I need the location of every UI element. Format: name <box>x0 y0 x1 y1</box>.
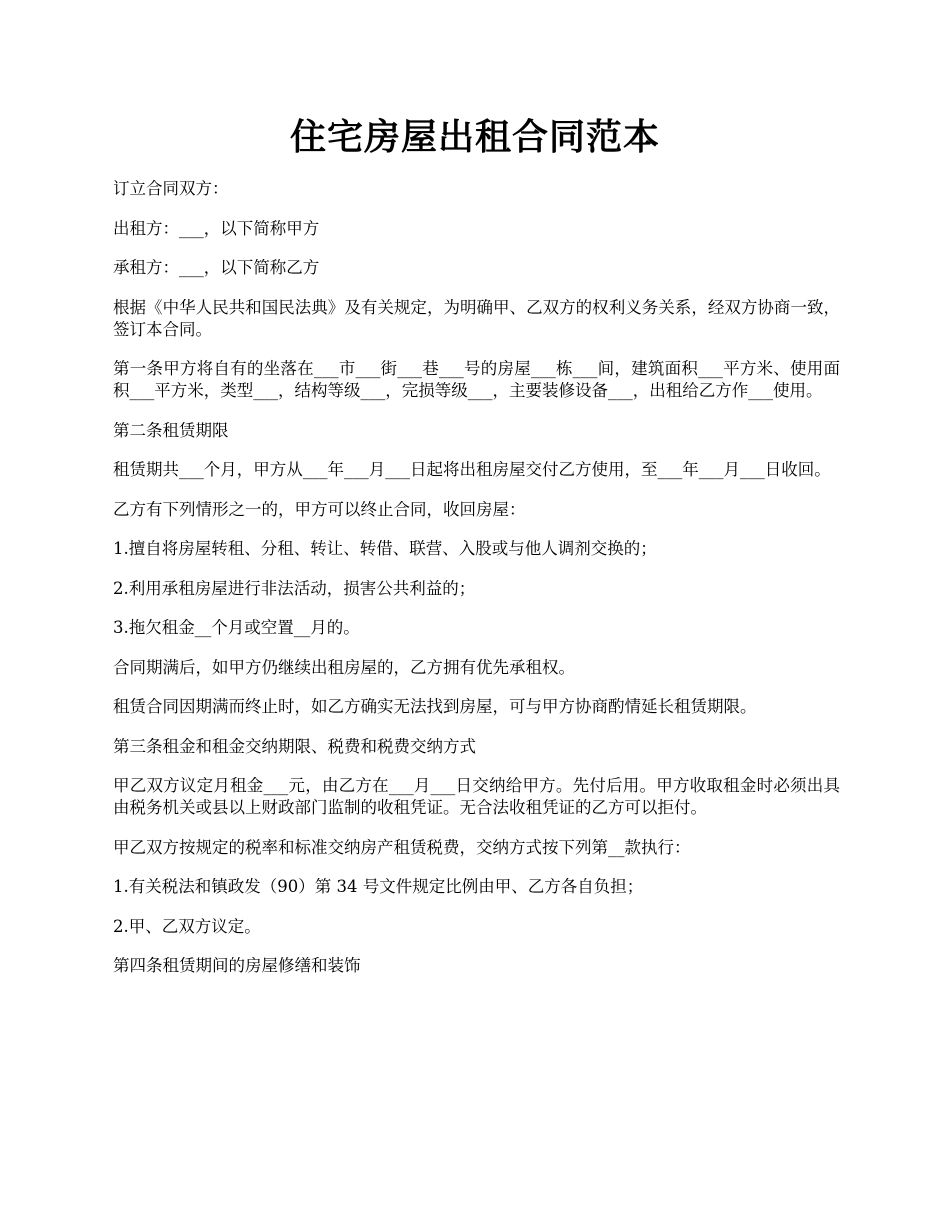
heading-article-2: 第二条租赁期限 <box>113 420 229 440</box>
heading-article-4: 第四条租赁期间的房屋修缮和装饰 <box>113 956 361 975</box>
document-body <box>113 178 840 995</box>
paragraph-rent: 甲乙双方议定月租金___元，由乙方在___月___日交纳给甲方。先付后用。甲方收取租金时必须出具由税务机关或县以上财政部门监制的收租凭证。无合法收租凭证的乙方可以拒付。 <box>113 776 840 817</box>
list-item-tax-1: 1.有关税法和镇政发（90）第 34 号文件规定比例由甲、乙方各自负担； <box>113 877 644 896</box>
paragraph-parties-intro: 订立合同双方： <box>113 179 229 198</box>
paragraph-legal-basis: 根据《中华人民共和国民法典》及有关规定，为明确甲、乙双方的权利义务关系，经双方协商一致，签订本合同。 <box>113 297 840 339</box>
paragraph-lessee: 承租方：___，以下简称乙方 <box>113 258 320 277</box>
paragraph-termination-intro: 乙方有下列情形之一的，甲方可以终止合同，收回房屋： <box>113 499 526 519</box>
heading-article-3: 第三条租金和租金交纳期限、税费和税费交纳方式 <box>113 736 476 756</box>
paragraph-lease-term: 租赁期共___个月，甲方从___年___月___日起将出租房屋交付乙方使用，至___年___月___日收回。 <box>113 460 831 479</box>
paragraph-priority-right: 合同期满后，如甲方仍继续出租房屋的，乙方拥有优先承租权。 <box>113 657 575 677</box>
list-item-termination-3: 3.拖欠租金__个月或空置__月的。 <box>113 618 360 637</box>
list-item-termination-2: 2.利用承租房屋进行非法活动，损害公共利益的； <box>113 578 476 598</box>
paragraph-lessor: 出租方：___，以下简称甲方 <box>113 218 320 238</box>
paragraph-tax: 甲乙双方按规定的税率和标准交纳房产租赁税费，交纳方式按下列第__款执行： <box>113 837 691 857</box>
paragraph-extension: 租赁合同因期满而终止时，如乙方确实无法找到房屋，可与甲方协商酌情延长租赁期限。 <box>113 697 757 716</box>
paragraph-article-1: 第一条甲方将自有的坐落在___市___街___巷___号的房屋___栋___间，建筑面积___平方米、使用面积___平方米，类型___，结构等级___，完损等级___，主要装修设备___，出租给乙方作___使用。 <box>113 359 840 400</box>
list-item-termination-1: 1.擅自将房屋转租、分租、转让、转借、联营、入股或与他人调剂交换的； <box>113 539 657 558</box>
list-item-tax-2: 2.甲、乙双方议定。 <box>113 916 261 936</box>
document-title: 住宅房屋出租合同范本 <box>289 116 660 158</box>
